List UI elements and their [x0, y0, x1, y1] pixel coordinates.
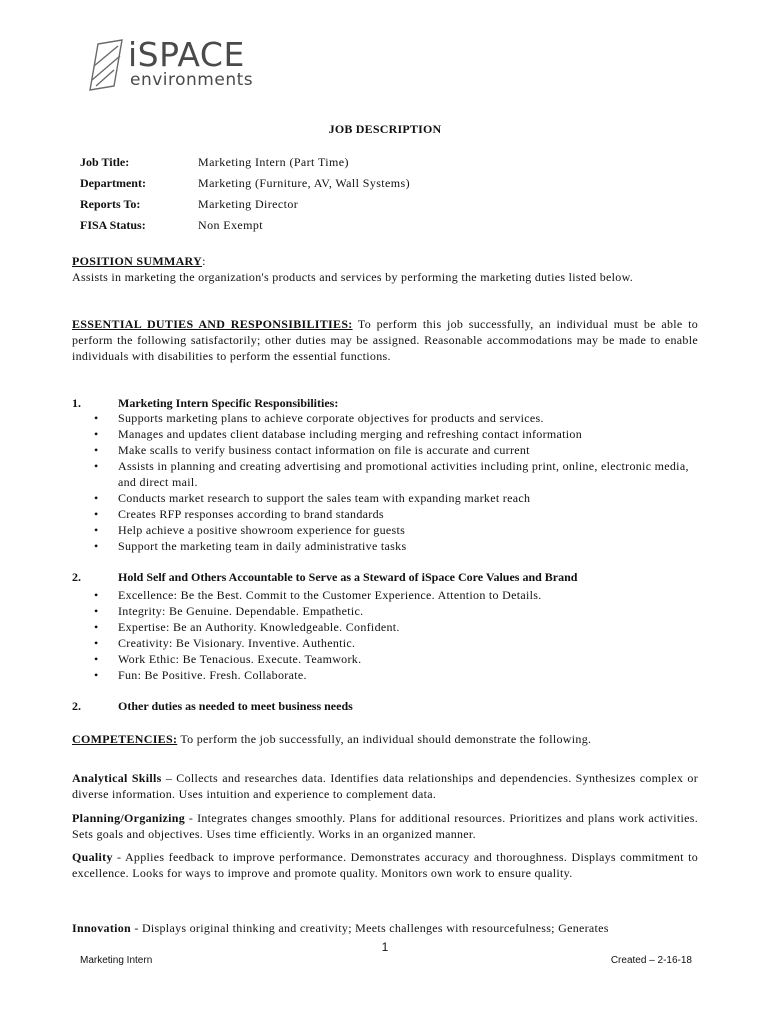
section-title: Hold Self and Others Accountable to Serve as a Steward of iSpace Core Values and Brand [118, 570, 578, 584]
logo-wordmark: iSPACE [128, 35, 245, 74]
page-number: 1 [381, 940, 389, 954]
section-1-list [72, 410, 698, 554]
list-item: • Conducts market research to support the sales team with expanding market reach [72, 490, 698, 506]
info-value: Marketing (Furniture, AV, Wall Systems) [198, 176, 410, 190]
logo-subtitle: environments [130, 70, 254, 90]
list-item: • Excellence: Be the Best. Commit to the Customer Experience. Attention to Details. [72, 587, 698, 603]
skill-analytical [72, 770, 698, 802]
footer-right: Created – 2-16-18 [610, 955, 692, 966]
skill-name: Analytical Skills [72, 771, 162, 785]
essential-duties [72, 316, 698, 364]
skill-quality [72, 849, 698, 881]
skill-text: Integrates changes smoothly. Plans for additional resources. Prioritizes and plans work activities. Sets goals and objectives. Uses time efficiently. Works in an organized manner. [72, 811, 698, 841]
document-title: JOB DESCRIPTION [328, 122, 442, 136]
position-summary-colon: : [202, 254, 206, 268]
bullet-icon: • [94, 443, 99, 457]
skill-text: Applies feedback to improve performance. Demonstrates accuracy and thoroughness. Displays commitment to excellence. Looks for ways to improve and promote quality. Monitors own work to ensure quality. [72, 850, 698, 880]
position-summary-text: Assists in marketing the organization's products and services by performing the marketing duties listed below. [72, 270, 634, 284]
list-item: • Expertise: Be an Authority. Knowledgeable. Confident. [72, 619, 698, 635]
footer-left: Marketing Intern [80, 955, 153, 966]
list-item: • Creativity: Be Visionary. Inventive. Authentic. [72, 635, 698, 651]
bullet-icon: • [94, 491, 99, 505]
bullet-icon: • [94, 652, 99, 666]
skill-innovation [72, 920, 698, 936]
bullet-icon: • [94, 459, 99, 473]
section-1-heading [72, 396, 698, 411]
info-label: Job Title: [80, 155, 130, 169]
section-2-list [72, 587, 698, 683]
list-item: • Support the marketing team in daily administrative tasks [72, 538, 698, 554]
info-value: Marketing Director [198, 197, 299, 211]
section-title: Marketing Intern Specific Responsibilities: [118, 396, 339, 410]
logo-mark-icon [84, 36, 128, 94]
skill-text: Displays original thinking and creativity; Meets challenges with resourcefulness; Generates [141, 921, 609, 935]
bullet-icon: • [94, 507, 99, 521]
essential-duties-text: To perform this job successfully, an individual must be able to perform the following satisfactorily; other duties may be assigned. Reasonable accommodations may be made to enable individuals with disabilities to perform the essential functions. [72, 317, 698, 363]
bullet-icon: • [94, 411, 99, 425]
skill-planning [72, 810, 698, 842]
info-value: Non Exempt [198, 218, 263, 232]
info-label: Reports To: [80, 197, 141, 211]
section-number: 1. [72, 396, 81, 410]
section-2-heading [72, 570, 698, 585]
company-logo [84, 36, 254, 96]
info-label: FISA Status: [80, 218, 146, 232]
skill-separator: – [161, 771, 177, 785]
section-3-heading [72, 699, 698, 714]
bullet-icon: • [94, 636, 99, 650]
info-row-fisa-status [80, 215, 680, 236]
bullet-icon: • [94, 668, 99, 682]
info-row-job-title [80, 152, 680, 173]
position-summary [72, 253, 698, 285]
skill-separator: - [185, 811, 198, 825]
skill-name: Innovation [72, 921, 132, 935]
bullet-icon: • [94, 620, 99, 634]
skill-separator: - [112, 850, 125, 864]
skill-text: Collects and researches data. Identifies data relationships and dependencies. Synthesizes complex or diverse information. Uses intuition and experience to complement data. [72, 771, 698, 801]
skill-name: Planning/Organizing [72, 811, 186, 825]
section-title: Other duties as needed to meet business needs [118, 699, 353, 713]
competencies [72, 731, 698, 747]
info-value: Marketing Intern (Part Time) [198, 155, 349, 169]
info-row-department [80, 173, 680, 194]
section-number: 2. [72, 570, 81, 584]
job-info-table [80, 152, 680, 236]
list-item: • Help achieve a positive showroom experience for guests [72, 522, 698, 538]
skill-separator: - [131, 921, 142, 935]
list-item: • Creates RFP responses according to brand standards [72, 506, 698, 522]
info-row-reports-to [80, 194, 680, 215]
competencies-text: To perform the job successfully, an individual should demonstrate the following. [177, 732, 592, 746]
info-label: Department: [80, 176, 146, 190]
list-item: • Integrity: Be Genuine. Dependable. Empathetic. [72, 603, 698, 619]
skill-name: Quality [72, 850, 113, 864]
list-item: • Supports marketing plans to achieve corporate objectives for products and services. [72, 410, 698, 426]
list-item: • Assists in planning and creating advertising and promotional activities including print, online, electronic media, and direct mail. [72, 458, 698, 490]
list-item: • Make scalls to verify business contact information on file is accurate and current [72, 442, 698, 458]
bullet-icon: • [94, 539, 99, 553]
list-item: • Fun: Be Positive. Fresh. Collaborate. [72, 667, 698, 683]
bullet-icon: • [94, 427, 99, 441]
section-number: 2. [72, 699, 81, 713]
list-item: • Work Ethic: Be Tenacious. Execute. Teamwork. [72, 651, 698, 667]
bullet-icon: • [94, 523, 99, 537]
bullet-icon: • [94, 588, 99, 602]
list-item: • Manages and updates client database including merging and refreshing contact information [72, 426, 698, 442]
position-summary-heading: POSITION SUMMARY [72, 254, 203, 268]
bullet-icon: • [94, 604, 99, 618]
competencies-heading: COMPETENCIES: [72, 732, 178, 746]
essential-duties-heading: ESSENTIAL DUTIES AND RESPONSIBILITIES: [72, 317, 353, 331]
